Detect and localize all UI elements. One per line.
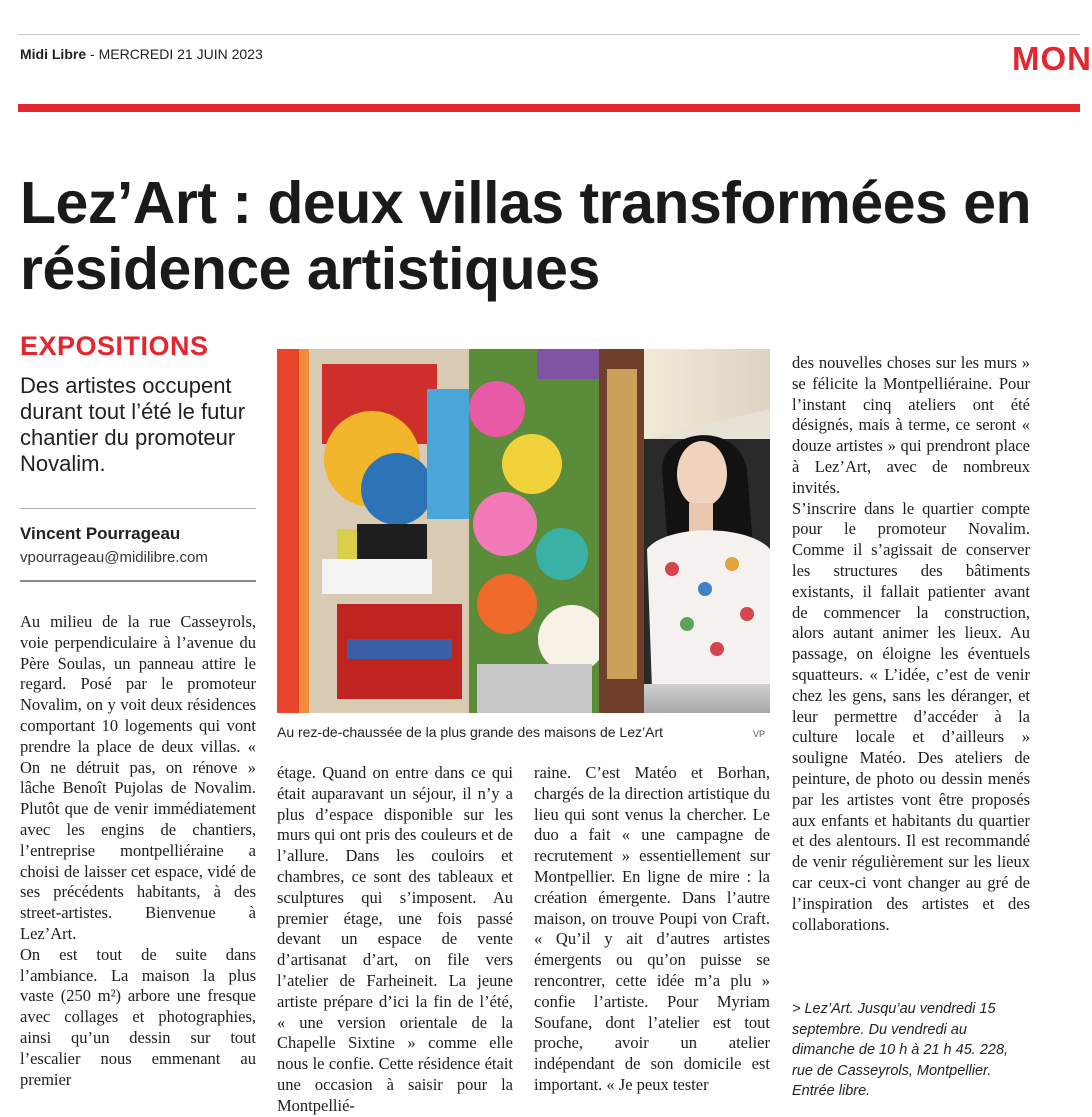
body-paragraph: Au milieu de la rue Casseyrols, voie perpendiculaire à l’avenue du Père Soulas, un panneau attire le regard. Posé par le promoteur Novalim, on y voit deux résidences comportant 10 logements qui vont prendre la place de deux villas. « On ne détruit pas, on rénove » lâche Benoît Pujolas de Novalim. Plutôt que de venir immédiatement avec les engins de chantiers, l’entreprise montpelliéraine a choisi de laisser cet espace, vidé de ses précédents habitants, à des street-artistes. Bienvenue à Lez’Art.: [20, 612, 256, 943]
lede-divider: [20, 508, 256, 509]
header-line: Midi Libre - MERCREDI 21 JUIN 2023: [20, 46, 263, 62]
photo-caption: Au rez-de-chaussée de la plus grande des maisons de Lez’Art: [277, 724, 663, 740]
event-info-box: > Lez’Art. Jusqu’au vendredi 15 septembre. Du vendredi au dimanche de 10 h à 21 h 45. 228, rue de Casseyrols, Montpellier. Entrée libre.: [792, 1001, 1009, 1099]
red-divider-bar: [18, 104, 1080, 112]
body-column-1: [20, 612, 256, 1090]
lede: Des artistes occupent durant tout l’été le futur chantier du promoteur Novalim.: [20, 373, 246, 476]
article-photo: [277, 349, 770, 713]
author-email: vpourrageau@midilibre.com: [20, 549, 208, 566]
body-column-4: [792, 353, 1030, 935]
headline: Lez’Art : deux villas transformées en résidence artistiques: [20, 170, 1032, 302]
author-name: Vincent Pourrageau: [20, 524, 181, 543]
body-column-3: [534, 763, 770, 1096]
header-rule: [18, 34, 1080, 35]
body-paragraph: étage. Quand on entre dans ce qui était auparavant un séjour, il n’y a plus d’espace disponible sur les murs qui ont pris des couleurs et de l’allure. Dans les couloirs et chambres, ce sont des tableaux et sculptures qui s’imposent. Au premier étage, une fois passé devant un espace de vente d’artisanat d’art, on file vers l’atelier de Farheineit. La jeune artiste prépare d’ici la fin de l’été, « une version orientale de la Chapelle Sixtine » comme elle nous le confie. Cette résidence était une occasion à saisir pour la Montpellié-: [277, 763, 513, 1115]
section-kicker: EXPOSITIONS: [20, 331, 209, 361]
body-paragraph: des nouvelles choses sur les murs » se félicite la Montpelliéraine. Pour l’instant cinq ateliers ont été désignés, mais à terme, ce seront « douze artistes » qui prendront place à Lez’Art, avec de nombreux invités.: [792, 353, 1030, 497]
body-paragraph: S’inscrire dans le quartier compte pour le promoteur Novalim. Comme il s’agissait de conserver les structures des bâtiments existants, il fallait patienter avant de commencer la construction, alors autant animer les lieux. Au passage, on éloigne les éventuels squatteurs. « L’idée, c’est de venir chez les gens, sans les déranger, et leur permettre d’accéder à la culture locale et d’ailleurs » souligne Matéo. Des ateliers de peinture, de photo ou dessin menés par les artistes vont être proposés aux enfants et habitants du quartier et des alentours. Il est recommandé de venir régulièrement sur les lieux car ceux-ci vont changer au gré de l’inspiration des artistes et des collaborations.: [792, 498, 1030, 934]
body-paragraph: On est tout de suite dans l’ambiance. La maison la plus vaste (250 m²) arbore une fresque avec collages et photographies, ainsi qu’un dessin sur tout l’escalier nous emmenant au premier: [20, 944, 256, 1089]
body-column-2: [277, 763, 513, 1117]
issue-date: MERCREDI 21 JUIN 2023: [98, 46, 263, 62]
section-tag: MON: [1012, 40, 1092, 77]
body-paragraph: raine. C’est Matéo et Borhan, chargés de la direction artistique du lieu qui sont venus la chercher. Le duo a fait « une campagne de recrutement » essentiellement sur Montpellier. En ligne de mire : la création émergente. Dans l’autre maison, on trouve Poupi von Craft. « Qu’il y ait d’autres artistes émergents ou qu’on puisse se rencontrer, cette idée m’a plu » confie l’artiste. Pour Myriam Soufane, dont l’atelier est tout proche, avoir un atelier indépendant de son domicile est important. « Je peux tester: [534, 763, 770, 1094]
photo-credit: VP: [753, 729, 766, 739]
street-art-interior-image: [277, 349, 770, 713]
byline-divider: [20, 580, 256, 582]
newspaper-name: Midi Libre: [20, 46, 87, 62]
